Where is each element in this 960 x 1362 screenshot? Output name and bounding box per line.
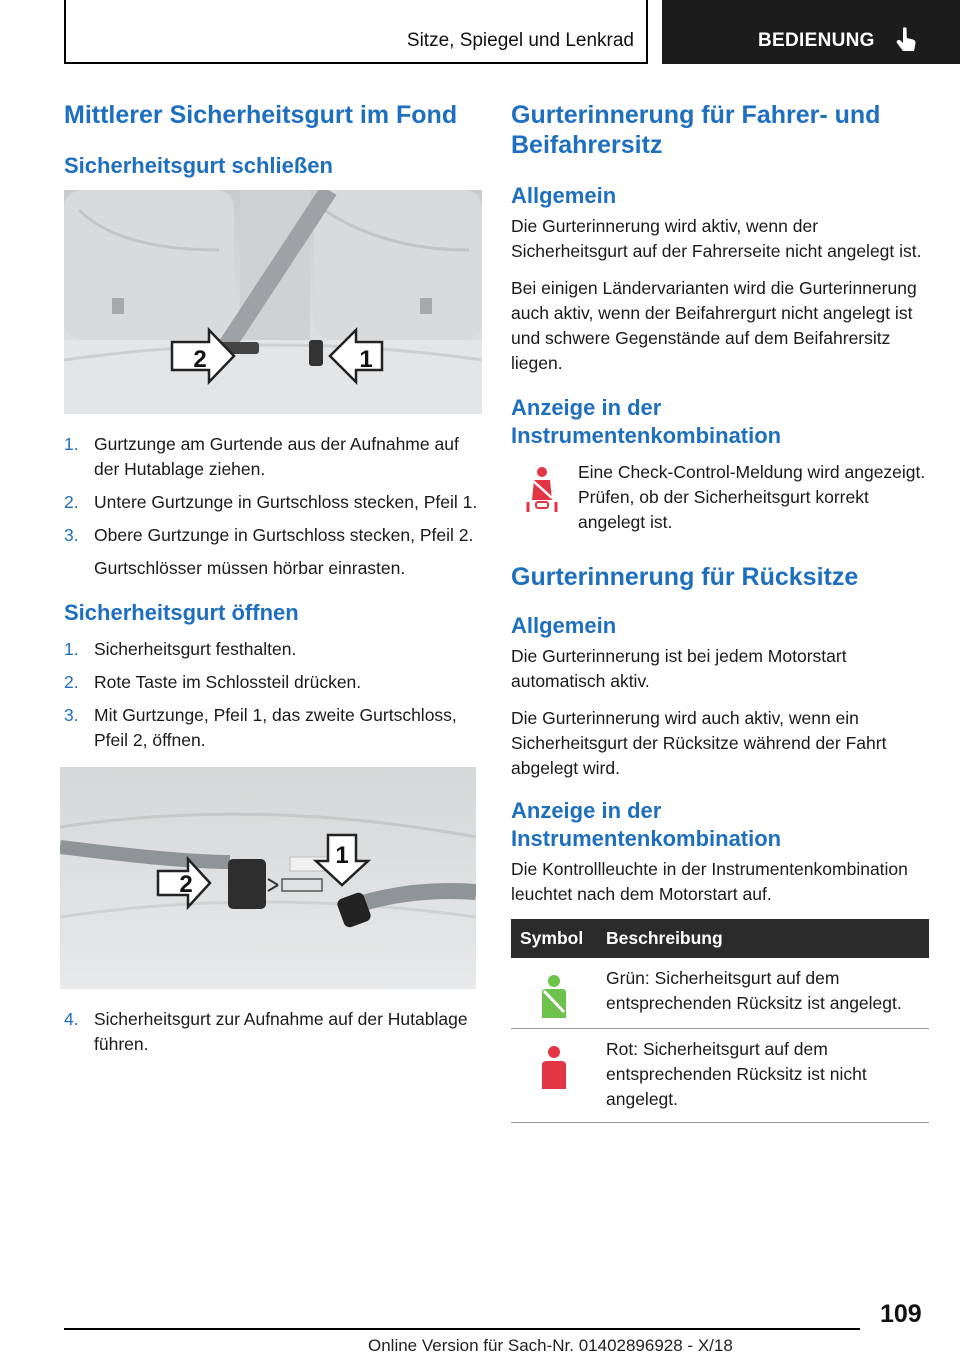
green-seat-occupant-belted-icon xyxy=(536,974,572,1020)
table-row xyxy=(511,1029,929,1123)
check-control-text: Eine Check-Control-Meldung wird angezeigt. Prüfen, ob der Sicherheitsgurt korrekt angelegt ist. xyxy=(578,462,926,532)
heading-general: Allgemein xyxy=(511,183,617,208)
list-item: 3. Mit Gurtzunge, Pfeil 1, das zweite Gurtschloss, Pfeil 2, öffnen. xyxy=(64,705,457,750)
header-chapter-box xyxy=(64,0,648,64)
red-seat-occupant-icon xyxy=(536,1045,572,1091)
open-steps-list-continued xyxy=(64,1007,482,1057)
open-steps-list xyxy=(64,637,482,753)
heading-instrument-display-rear: Anzeige in der Instrumentenkombination xyxy=(511,798,782,851)
column-header-symbol: Symbol xyxy=(511,919,597,958)
column-header-description: Beschreibung xyxy=(597,919,929,958)
list-item: 2. Rote Taste im Schlossteil drücken. xyxy=(64,672,362,692)
row-description: Rot: Sicherheitsgurt auf dem entsprechenden Rücksitz ist nicht angelegt. xyxy=(597,1029,929,1123)
symbol-table xyxy=(511,919,929,1123)
paragraph: Die Gurterinnerung wird auch aktiv, wenn ein Sicherheitsgurt der Rücksitze während der Fahrt abgelegt wird. xyxy=(511,708,887,778)
figure-open-belt xyxy=(60,767,476,989)
list-item: 4. Sicherheitsgurt zur Aufnahme auf der Hutablage führen. xyxy=(64,1009,468,1054)
section-tab xyxy=(662,0,960,64)
list-item: 1. Sicherheitsgurt festhalten. xyxy=(64,639,297,659)
row-description: Grün: Sicherheitsgurt auf dem entsprechenden Rücksitz ist angelegt. xyxy=(597,958,929,1029)
page-number: 109 xyxy=(880,1300,922,1328)
table-row xyxy=(511,958,929,1029)
figure1-label-2: 2 xyxy=(193,346,207,373)
title-front-belt-reminder: Gurterinnerung für Fahrer- und Beifahrersitz xyxy=(511,101,881,159)
paragraph: Die Gurterinnerung ist bei jedem Motorstart automatisch aktiv. xyxy=(511,646,847,691)
list-item: 3. Obere Gurtzunge in Gurtschloss stecken, Pfeil 2. Gurtschlösser müssen hörbar einrasten. xyxy=(64,525,474,578)
title-rear-belt-reminder: Gurterinnerung für Rücksitze xyxy=(511,563,859,591)
chapter-title: Sitze, Spiegel und Lenkrad xyxy=(406,30,634,51)
figure-close-belt xyxy=(64,190,482,414)
heading-general-rear: Allgemein xyxy=(511,613,617,638)
hand-pointer-icon xyxy=(894,26,920,54)
figure2-label-2: 2 xyxy=(179,871,193,898)
paragraph: Die Gurterinnerung wird aktiv, wenn der Sicherheitsgurt auf der Fahrerseite nicht angelegt ist. xyxy=(511,216,922,261)
list-item: 1. Gurtzunge am Gurtende aus der Aufnahme auf der Hutablage ziehen. xyxy=(64,434,459,479)
footer-divider xyxy=(64,1328,860,1330)
heading-open-belt: Sicherheitsgurt öffnen xyxy=(64,600,299,625)
figure2-label-1: 1 xyxy=(335,842,349,869)
right-column xyxy=(511,100,929,1123)
check-control-note xyxy=(511,460,929,540)
seatbelt-warning-icon xyxy=(525,466,559,516)
heading-close-belt: Sicherheitsgurt schließen xyxy=(64,153,333,178)
list-item: 2. Untere Gurtzunge in Gurtschloss stecken, Pfeil 1. xyxy=(64,492,478,512)
figure1-label-1: 1 xyxy=(359,346,373,373)
paragraph: Die Kontrollleuchte in der Instrumentenkombination leuchtet nach dem Motorstart auf. xyxy=(511,859,908,904)
left-column xyxy=(64,100,482,1065)
title-rear-center-belt: Mittlerer Sicherheitsgurt im Fond xyxy=(64,101,458,129)
paragraph: Bei einigen Ländervarianten wird die Gurterinnerung auch aktiv, wenn der Beifahrergurt nicht angelegt ist und schwere Gegenstände auf dem Beifahrersitz liegen. xyxy=(511,278,917,373)
section-title: BEDIENUNG xyxy=(758,30,875,51)
close-steps-list xyxy=(64,432,482,581)
footer-online-version: Online Version für Sach-Nr. 01402896928 - X/18 xyxy=(368,1336,733,1355)
heading-instrument-display: Anzeige in der Instrumentenkombination xyxy=(511,395,782,448)
